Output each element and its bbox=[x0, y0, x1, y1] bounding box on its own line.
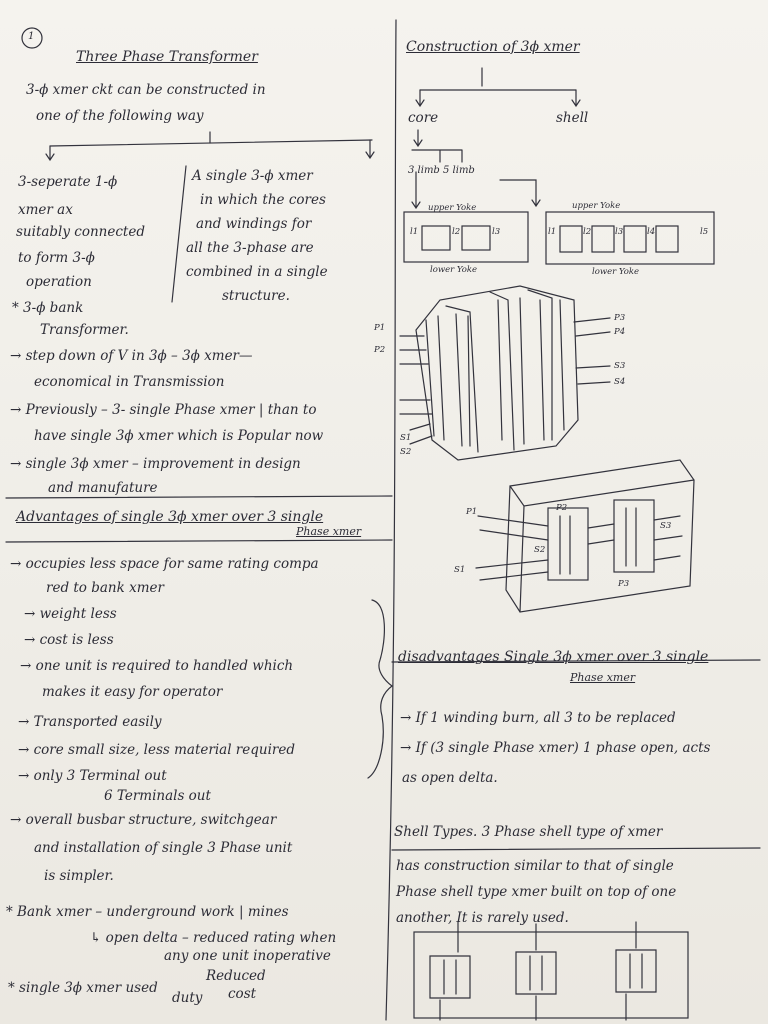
tree-left-arrow bbox=[46, 146, 54, 160]
adv-1: → occupies less space for same rating compa bbox=[10, 556, 319, 572]
limb3-l2: l2 bbox=[452, 227, 461, 237]
term1-p2: P2 bbox=[374, 345, 386, 355]
adv-1-cont: red to bank xmer bbox=[46, 580, 164, 596]
limb3-l1: l1 bbox=[410, 227, 419, 237]
term2-s2: S2 bbox=[534, 545, 546, 555]
term2-s1: S1 bbox=[454, 565, 466, 575]
note-6: duty bbox=[172, 990, 203, 1006]
bullet-2: → Previously – 3- single Phase xmer | than to bbox=[10, 402, 317, 418]
option-a-line-2: xmer ax bbox=[18, 202, 73, 218]
note-5: Reduced bbox=[206, 968, 266, 984]
limb-types: 3 limb 5 limb bbox=[408, 165, 475, 176]
option-b-line-6: structure. bbox=[222, 288, 290, 304]
bullet-1: → step down of V in 3ϕ – 3ϕ xmer— bbox=[10, 348, 253, 364]
term1-s2: S2 bbox=[400, 447, 412, 457]
option-b-line-4: all the 3-phase are bbox=[186, 240, 314, 256]
option-b-line-2: in which the cores bbox=[200, 192, 326, 208]
rtree-core-arrow bbox=[416, 90, 424, 106]
shell-line-4: another, It is rarely used. bbox=[396, 910, 569, 926]
term1-s1: S1 bbox=[400, 433, 412, 443]
option-b-line-5: combined in a single bbox=[186, 264, 328, 280]
option-a-line-4: to form 3-ϕ bbox=[18, 250, 95, 266]
adv-2: → weight less bbox=[24, 606, 117, 622]
page-number: 1 bbox=[28, 31, 35, 42]
options-divider bbox=[172, 166, 186, 302]
limb5-l3: l3 bbox=[615, 227, 624, 237]
term2-p1: P1 bbox=[466, 507, 478, 517]
advantages-heading-1: Advantages of single 3ϕ xmer over 3 single bbox=[16, 509, 324, 525]
option-a-line-1: 3-seperate 1-ϕ bbox=[18, 174, 118, 190]
disadv-2-cont: as open delta. bbox=[402, 770, 498, 786]
core-5limb-window-2 bbox=[592, 226, 614, 252]
term2-s3: S3 bbox=[660, 521, 672, 531]
shell-type-sketch bbox=[414, 922, 688, 1020]
limb5-l1: l1 bbox=[548, 227, 557, 237]
core-3limb-outline bbox=[404, 212, 528, 262]
adv-4-cont: makes it easy for operator bbox=[42, 684, 223, 700]
term1-p3: P3 bbox=[614, 313, 626, 323]
bullet-3: → single 3ϕ xmer – improvement in design bbox=[10, 456, 301, 472]
intro-line-1: 3-ϕ xmer ckt can be constructed in bbox=[26, 82, 266, 98]
adv-6: → core small size, less material required bbox=[18, 742, 295, 758]
term2-p3: P3 bbox=[618, 579, 630, 589]
note-4: * single 3ϕ xmer used bbox=[8, 980, 158, 996]
bullet-1-cont: economical in Transmission bbox=[34, 374, 225, 390]
note-3: any one unit inoperative bbox=[164, 948, 331, 964]
limb5-l4: l4 bbox=[647, 227, 656, 237]
term1-p4: P4 bbox=[614, 327, 626, 337]
core-3d-sketch bbox=[400, 286, 610, 460]
adv-7: → only 3 Terminal out bbox=[18, 768, 167, 784]
term1-s3: S3 bbox=[614, 361, 626, 371]
adv-5: → Transported easily bbox=[18, 714, 162, 730]
bullet-3-cont: and manufature bbox=[48, 480, 158, 496]
left-separator-2 bbox=[6, 540, 392, 542]
rtree-3limb-arrow bbox=[412, 172, 420, 208]
shell-separator bbox=[392, 848, 760, 850]
center-divider bbox=[386, 20, 396, 1020]
shell-line-1: Shell Types. 3 Phase shell type of xmer bbox=[394, 824, 663, 840]
option-b-line-3: and windings for bbox=[196, 216, 312, 232]
core-5limb-window-3 bbox=[624, 226, 646, 252]
left-separator bbox=[6, 496, 392, 498]
limb5-l5: l5 bbox=[700, 227, 709, 237]
option-a-line-5: operation bbox=[26, 274, 92, 290]
page-title: Three Phase Transformer bbox=[76, 49, 258, 65]
term1-s4: S4 bbox=[614, 377, 626, 387]
yoke-lower-3: lower Yoke bbox=[430, 265, 478, 275]
adv-3: → cost is less bbox=[24, 632, 114, 648]
disadv-1: → If 1 winding burn, all 3 to be replaced bbox=[400, 710, 676, 726]
rtree-limb-arrows bbox=[412, 130, 462, 162]
core-5limb-window-4 bbox=[656, 226, 678, 252]
core-3limb-window-2 bbox=[462, 226, 490, 250]
intro-line-2: one of the following way bbox=[36, 108, 204, 124]
core-5limb-window-1 bbox=[560, 226, 582, 252]
advantages-brace bbox=[368, 600, 392, 778]
note-1: * Bank xmer – underground work | mines bbox=[6, 904, 289, 920]
shell-line-2: has construction similar to that of single bbox=[396, 858, 674, 874]
yoke-lower-5: lower Yoke bbox=[592, 267, 640, 277]
adv-8: → overall busbar structure, switchgear bbox=[10, 812, 277, 828]
adv-7-cont: 6 Terminals out bbox=[104, 788, 211, 804]
term1-p1: P1 bbox=[374, 323, 386, 333]
disadvantages-heading-1: disadvantages Single 3ϕ xmer over 3 single bbox=[398, 649, 709, 665]
adv-8-cont: and installation of single 3 Phase unit bbox=[34, 840, 293, 856]
disadv-2: → If (3 single Phase xmer) 1 phase open, acts bbox=[400, 740, 711, 756]
shell-line-3: Phase shell type xmer built on top of one bbox=[396, 884, 677, 900]
branch-shell: shell bbox=[556, 110, 589, 126]
tree-horizontal-line bbox=[50, 140, 372, 146]
option-b-line-1: A single 3-ϕ xmer bbox=[192, 168, 313, 184]
rtree-shell-arrow bbox=[572, 90, 580, 106]
construction-title: Construction of 3ϕ xmer bbox=[406, 39, 580, 55]
bullet-2-cont: have single 3ϕ xmer which is Popular now bbox=[34, 428, 324, 444]
note-2: ↳ open delta – reduced rating when bbox=[90, 930, 337, 946]
disadvantages-heading-2: Phase xmer bbox=[570, 671, 636, 684]
option-a-line-3: suitably connected bbox=[16, 224, 145, 240]
yoke-upper-5: upper Yoke bbox=[572, 201, 621, 211]
limb3-l3: l3 bbox=[492, 227, 501, 237]
term2-p2: P2 bbox=[556, 503, 568, 513]
bank-line-1: * 3-ϕ bank bbox=[12, 300, 84, 316]
shell-3d-box-sketch bbox=[476, 460, 694, 612]
note-7: cost bbox=[228, 986, 257, 1002]
yoke-upper-3: upper Yoke bbox=[428, 203, 477, 213]
advantages-heading-2: Phase xmer bbox=[296, 525, 362, 538]
adv-8-cont-2: is simpler. bbox=[44, 868, 114, 884]
core-3limb-window-1 bbox=[422, 226, 450, 250]
rtree-5limb-arrow bbox=[500, 180, 540, 206]
tree-right-arrow bbox=[366, 140, 374, 158]
bank-line-2: Transformer. bbox=[40, 322, 129, 338]
branch-core: core bbox=[408, 110, 439, 126]
limb5-l2: l2 bbox=[583, 227, 592, 237]
core-5limb-outline bbox=[546, 212, 714, 264]
adv-4: → one unit is required to handled which bbox=[20, 658, 294, 674]
